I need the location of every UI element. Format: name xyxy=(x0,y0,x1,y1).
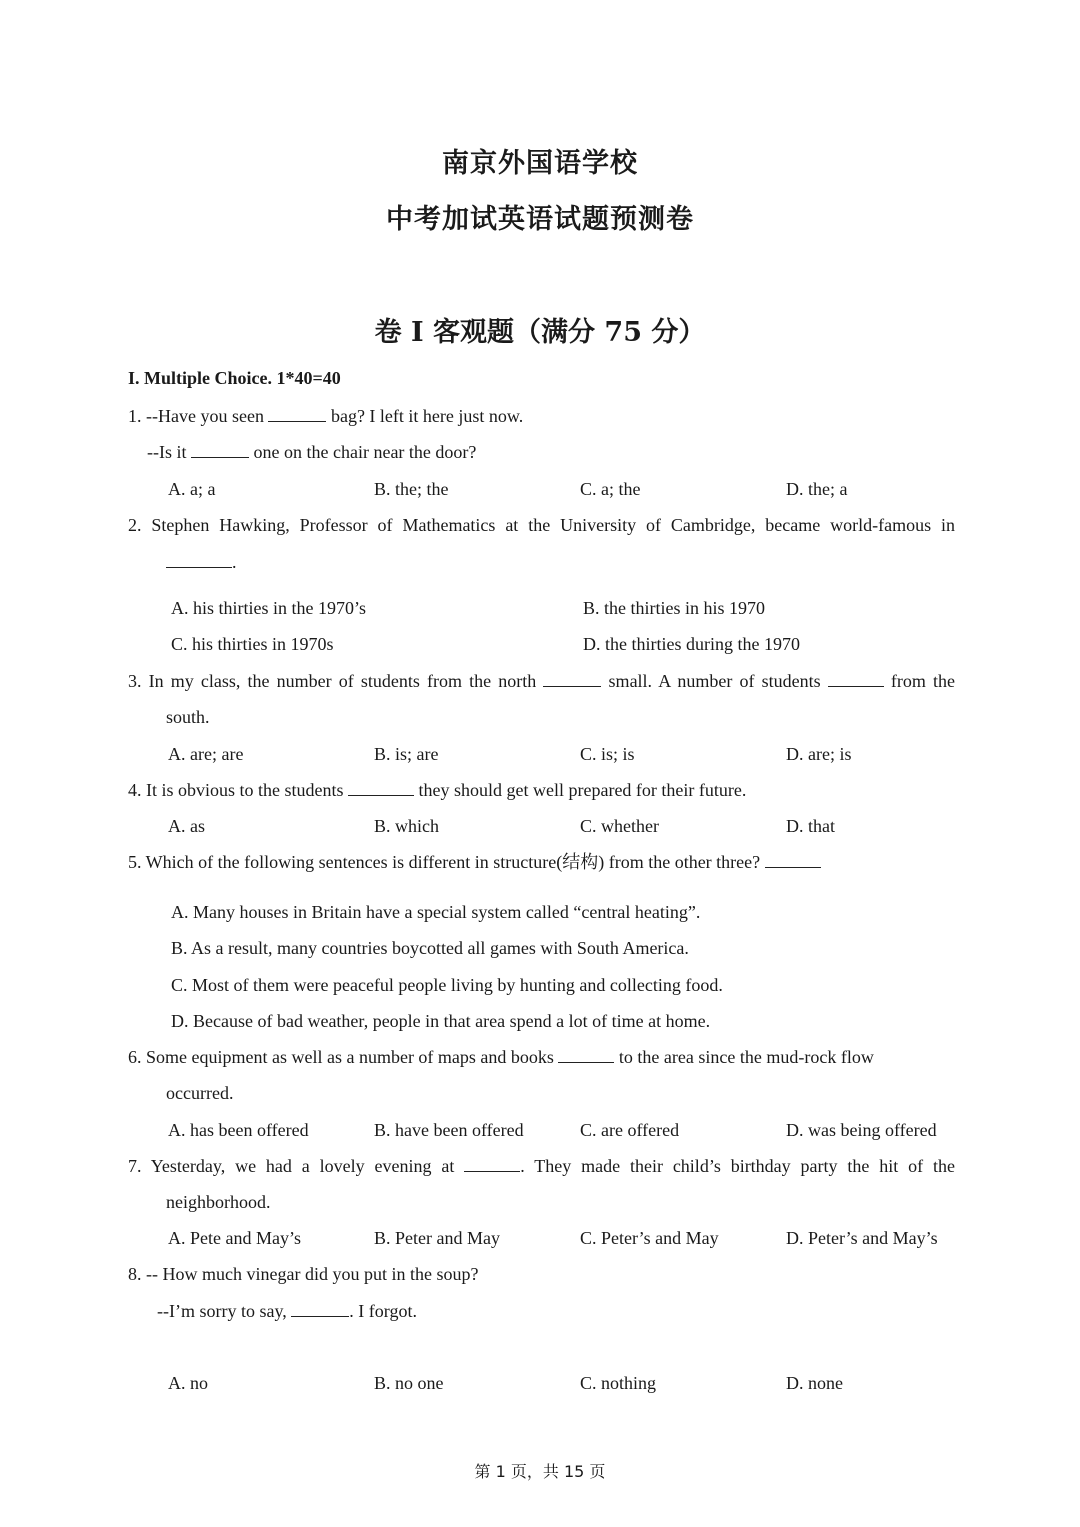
q4-option-b: B. which xyxy=(374,816,439,836)
question-7-line-1: 7. Yesterday, we had a lovely evening at . They made their child’s birthday party the hit of the xyxy=(128,1156,955,1176)
q5-option-c: C. Most of them were peaceful people living by hunting and collecting food. xyxy=(171,975,723,995)
question-6-line-1: 6. Some equipment as well as a number of maps and books to the area since the mud-rock flow xyxy=(128,1047,874,1067)
answer-blank xyxy=(166,551,232,568)
answer-blank xyxy=(268,405,326,422)
q1-option-d: D. the; a xyxy=(786,479,848,499)
q2-option-a: A. his thirties in the 1970’s xyxy=(171,598,366,618)
question-2-line-1: 2. Stephen Hawking, Professor of Mathematics at the University of Cambridge, became world-famous in xyxy=(128,515,955,535)
q5-option-d: D. Because of bad weather, people in that area spend a lot of time at home. xyxy=(171,1011,711,1031)
question-6-line-2: occurred. xyxy=(166,1083,234,1103)
exam-title: 中考加试英语试题预测卷 xyxy=(386,204,694,235)
question-2-line-2: . xyxy=(166,550,237,574)
q1-option-c: C. a; the xyxy=(580,479,641,499)
question-1-line-1: 1. --Have you seen bag? I left it here just now. xyxy=(128,406,524,426)
answer-blank xyxy=(558,1046,614,1063)
school-name: 南京外国语学校 xyxy=(442,148,638,179)
q7-option-b: B. Peter and May xyxy=(374,1228,500,1248)
question-3-line-1: 3. In my class, the number of students from the north small. A number of students from the xyxy=(128,671,955,691)
q3-option-b: B. is; are xyxy=(374,744,439,764)
q6-option-d: D. was being offered xyxy=(786,1120,937,1140)
answer-blank xyxy=(191,441,249,458)
q6-option-b: B. have been offered xyxy=(374,1120,524,1140)
question-8-line-1: 8. -- How much vinegar did you put in the soup? xyxy=(128,1264,479,1284)
question-8-line-2: --I’m sorry to say, . I forgot. xyxy=(157,1301,417,1321)
q8-option-c: C. nothing xyxy=(580,1373,657,1393)
q1-option-a: A. a; a xyxy=(168,479,216,499)
answer-blank xyxy=(828,670,884,687)
section-title: 卷 I 客观题（满分 75 分） xyxy=(374,317,706,348)
q8-option-a: A. no xyxy=(168,1373,208,1393)
q2-option-b: B. the thirties in his 1970 xyxy=(583,598,765,618)
q5-option-a: A. Many houses in Britain have a special system called “central heating”. xyxy=(171,902,701,922)
question-7-line-2: neighborhood. xyxy=(166,1192,271,1212)
q4-option-a: A. as xyxy=(168,816,205,836)
q2-option-c: C. his thirties in 1970s xyxy=(171,634,334,654)
q4-option-d: D. that xyxy=(786,816,835,836)
q2-option-d: D. the thirties during the 1970 xyxy=(583,634,800,654)
q7-option-a: A. Pete and May’s xyxy=(168,1228,301,1248)
question-4-line-1: 4. It is obvious to the students they should get well prepared for their future. xyxy=(128,780,747,800)
q3-option-a: A. are; are xyxy=(168,744,244,764)
q8-option-b: B. no one xyxy=(374,1373,444,1393)
q6-option-c: C. are offered xyxy=(580,1120,680,1140)
q6-option-a: A. has been offered xyxy=(168,1120,309,1140)
answer-blank xyxy=(464,1155,520,1172)
q7-option-d: D. Peter’s and May’s xyxy=(786,1228,938,1248)
q1-option-b: B. the; the xyxy=(374,479,449,499)
q4-option-c: C. whether xyxy=(580,816,659,836)
question-1-line-2: --Is it one on the chair near the door? xyxy=(147,442,477,462)
answer-blank xyxy=(543,670,601,687)
q3-option-c: C. is; is xyxy=(580,744,635,764)
answer-blank xyxy=(291,1300,349,1317)
q5-option-b: B. As a result, many countries boycotted all games with South America. xyxy=(171,938,689,958)
question-3-line-2: south. xyxy=(166,707,210,727)
q7-option-c: C. Peter’s and May xyxy=(580,1228,719,1248)
page-number: 第 1 页，共 15 页 xyxy=(474,1462,606,1481)
q3-option-d: D. are; is xyxy=(786,744,852,764)
q8-option-d: D. none xyxy=(786,1373,843,1393)
question-5-line-1: 5. Which of the following sentences is different in structure(结构) from the other three? xyxy=(128,850,821,874)
part-heading: I. Multiple Choice. 1*40=40 xyxy=(128,368,341,388)
answer-blank xyxy=(765,851,821,868)
answer-blank xyxy=(348,779,414,796)
